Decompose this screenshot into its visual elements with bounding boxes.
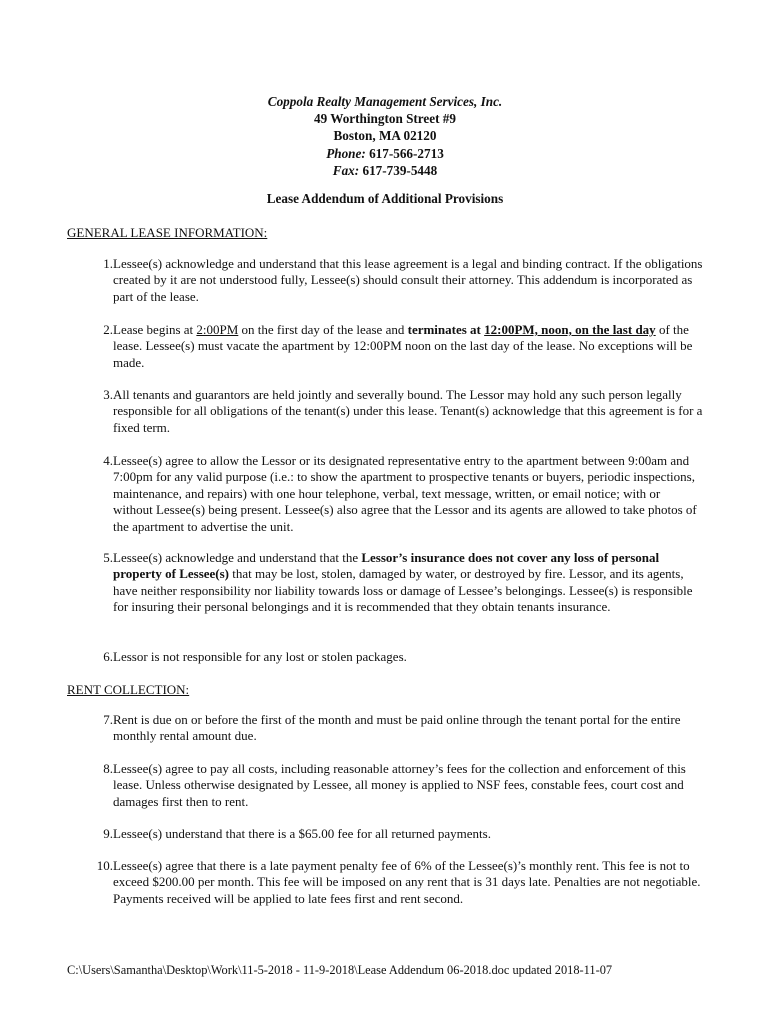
start-time: 2:00PM	[196, 322, 239, 337]
phone-label: Phone:	[326, 145, 366, 161]
item-text-part: of the lease. Lessee(s) must vacate the apartment by 12:00PM noon on the last day of the lease. No exceptions will be made.	[113, 322, 693, 370]
item-text: Lessee(s) agree to pay all costs, including reasonable attorney’s fees for the collection and enforcement of this lease. Unless otherwise designated by Lessee, all money is applied to NSF fees, constable fees, court cost and damages first then to rent.	[113, 761, 686, 809]
item-number: 2.	[103, 322, 113, 337]
item-text-part: Lease begins at	[113, 322, 197, 337]
item-number: 9.	[103, 826, 113, 841]
item-number: 5.	[103, 550, 113, 565]
file-path-footer: C:\Users\Samantha\Desktop\Work\11-5-2018 - 11-9-2018\Lease Addendum 06-2018.doc updated 2018-11-07	[67, 963, 613, 977]
item-text: Lessor is not responsible for any lost or stolen packages.	[113, 649, 407, 664]
fax-line	[0, 162, 770, 179]
section-heading-rent: RENT COLLECTION:	[67, 682, 190, 697]
city-state-zip: Boston, MA 02120	[333, 128, 437, 144]
item-number: 1.	[103, 256, 113, 271]
terminates-label: terminates at	[407, 322, 485, 337]
item-text: Rent is due on or before the first of the month and must be paid online through the tenant portal for the entire monthly rental amount due.	[113, 712, 681, 744]
item-number: 7.	[103, 712, 113, 727]
item-number: 8.	[103, 761, 113, 776]
item-text	[113, 322, 703, 371]
item-number: 10.	[96, 858, 113, 873]
item-number: 3.	[103, 387, 113, 402]
street-address: 49 Worthington Street #9	[313, 111, 456, 127]
item-text-part: that may be lost, stolen, damaged by water, or destroyed by fire. Lessor, and its agents, have neither responsibility nor liability towards loss or damage of Lessee’s belongings. Lessee(s) is responsible for insuring their personal belongings and it is recommended that they obtain tenants insurance.	[113, 566, 693, 615]
company-name: Coppola Realty Management Services, Inc.	[267, 94, 503, 109]
letterhead	[0, 93, 770, 179]
item-text	[113, 550, 703, 616]
item-number: 6.	[103, 649, 113, 664]
phone-number: 617-566-2713	[369, 145, 444, 161]
item-text: Lessee(s) agree to allow the Lessor or its designated representative entry to the apartment between 9:00am and 7:00pm for any valid purpose (i.e.: to show the apartment to prospective tenants or buyers, periodic inspections, maintenance, and repairs) with one hour telephone, verbal, text message, written, or email notice; with or without Lessee(s) being present. Lessee(s) also agree that the Lessor and its agents are allowed to take photos of the apartment to advertise the unit.	[113, 453, 697, 534]
document-title: Lease Addendum of Additional Provisions	[266, 191, 504, 206]
phone-line	[0, 145, 770, 162]
fax-number: 617-739-5448	[362, 162, 438, 178]
item-text-part: on the first day of the lease and	[238, 322, 408, 337]
end-time: 12:00PM, noon, on the last day	[484, 322, 656, 337]
item-text: All tenants and guarantors are held jointly and severally bound. The Lessor may hold any such person legally responsible for all obligations of the tenant(s) under this lease. Tenant(s) acknowledge that this agreement is for a fixed term.	[113, 387, 703, 435]
item-number: 4.	[103, 453, 113, 468]
item-text: Lessee(s) understand that there is a $65.00 fee for all returned payments.	[113, 826, 491, 841]
item-text: Lessee(s) acknowledge and understand that this lease agreement is a legal and binding contract. If the obligations created by it are not understood fully, Lessee(s) should consult their attorney. This addendum is incorporated as part of the lease.	[113, 256, 703, 304]
item-text-part: Lessee(s) acknowledge and understand that the	[113, 550, 362, 565]
item-text: Lessee(s) agree that there is a late payment penalty fee of 6% of the Lessee(s)’s monthly rent. This fee is not to exceed $200.00 per month. This fee will be imposed on any rent that is 31 days late. Penalties are not negotiable. Payments received will be applied to late fees first and rent second.	[113, 858, 701, 906]
fax-label: Fax:	[332, 162, 360, 178]
insurance-notice: Lessor’s insurance does not cover any loss of personal property of Lessee(s)	[113, 550, 660, 582]
section-heading-general: GENERAL LEASE INFORMATION:	[67, 225, 268, 240]
